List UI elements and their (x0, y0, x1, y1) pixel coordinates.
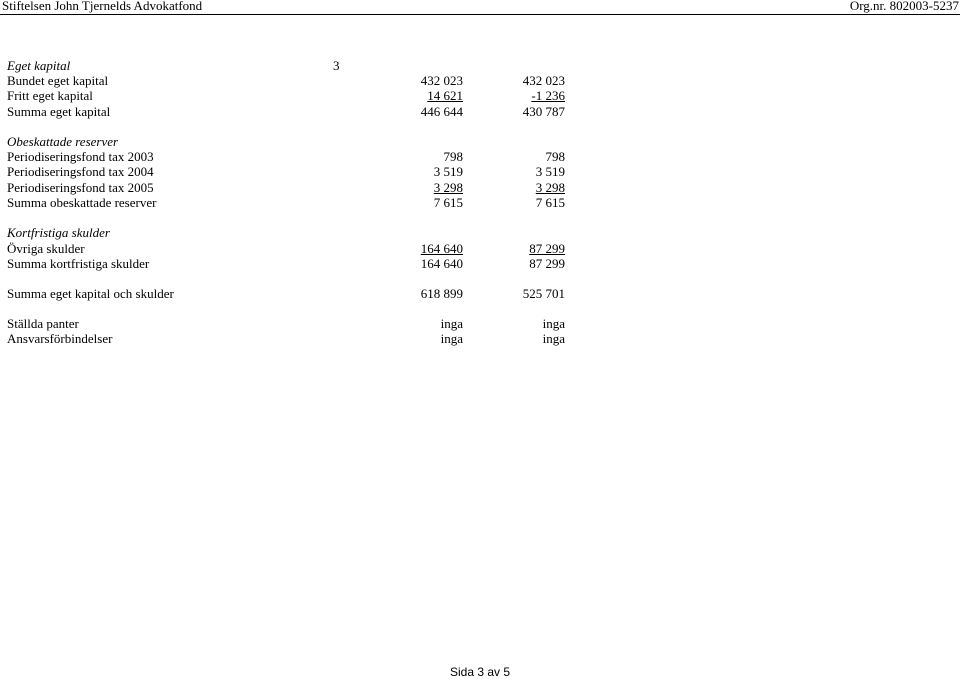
value-current-year: 14 621 (427, 88, 463, 103)
table-row (0, 180, 960, 196)
row-label: Summa eget kapital och skulder (7, 286, 174, 301)
table-row (0, 88, 960, 104)
table-row (0, 149, 960, 165)
section-heading-eget-kapital (0, 58, 960, 74)
row-label: Summa eget kapital (7, 104, 111, 119)
value-current-year: 3 519 (433, 164, 463, 179)
table-row (0, 164, 960, 180)
section-heading: Obeskattade reserver (7, 134, 119, 149)
value-current-year: 164 640 (420, 256, 463, 271)
value-prior-year: 798 (545, 149, 565, 164)
table-row (0, 316, 960, 332)
page-number: Sida 3 av 5 (449, 665, 511, 679)
value-current-year: 618 899 (420, 286, 463, 301)
value-prior-year: inga (542, 316, 565, 331)
value-prior-year: 3 298 (535, 180, 565, 195)
value-prior-year: -1 236 (531, 88, 565, 103)
value-current-year: 446 644 (420, 104, 463, 119)
row-label: Periodiseringsfond tax 2003 (7, 149, 154, 164)
value-prior-year: 7 615 (535, 195, 565, 210)
section-heading-obeskattade-reserver (0, 134, 960, 150)
row-label: Summa kortfristiga skulder (7, 256, 150, 271)
value-prior-year: 430 787 (522, 104, 565, 119)
page-header (0, 0, 960, 15)
value-prior-year: 87 299 (529, 241, 565, 256)
section-heading: Kortfristiga skulder (7, 225, 110, 240)
table-row-total (0, 104, 960, 120)
section-heading: Eget kapital (7, 58, 71, 73)
section-heading-kortfristiga-skulder (0, 225, 960, 241)
value-prior-year: 432 023 (522, 73, 565, 88)
value-current-year: inga (440, 316, 463, 331)
value-prior-year: 3 519 (535, 164, 565, 179)
value-prior-year: inga (542, 331, 565, 346)
table-row-grand-total (0, 286, 960, 302)
row-label: Bundet eget kapital (7, 73, 109, 88)
row-label: Periodiseringsfond tax 2005 (7, 180, 154, 195)
value-current-year: 7 615 (433, 195, 463, 210)
page-footer (0, 665, 960, 679)
organization-name: Stiftelsen John Tjernelds Advokatfond (2, 0, 203, 13)
note-reference: 3 (333, 58, 340, 73)
value-current-year: 164 640 (420, 241, 463, 256)
row-label: Ställda panter (7, 316, 79, 331)
table-row-total (0, 195, 960, 211)
value-prior-year: 87 299 (529, 256, 565, 271)
value-current-year: inga (440, 331, 463, 346)
value-current-year: 432 023 (420, 73, 463, 88)
value-prior-year: 525 701 (522, 286, 565, 301)
value-current-year: 798 (443, 149, 463, 164)
row-label: Summa obeskattade reserver (7, 195, 157, 210)
table-row (0, 331, 960, 347)
table-row-total (0, 256, 960, 272)
row-label: Fritt eget kapital (7, 88, 93, 103)
table-row (0, 241, 960, 257)
table-row (0, 73, 960, 89)
row-label: Periodiseringsfond tax 2004 (7, 164, 154, 179)
value-current-year: 3 298 (433, 180, 463, 195)
row-label: Övriga skulder (7, 241, 85, 256)
organization-number: Org.nr. 802003-5237 (849, 0, 959, 13)
row-label: Ansvarsförbindelser (7, 331, 113, 346)
